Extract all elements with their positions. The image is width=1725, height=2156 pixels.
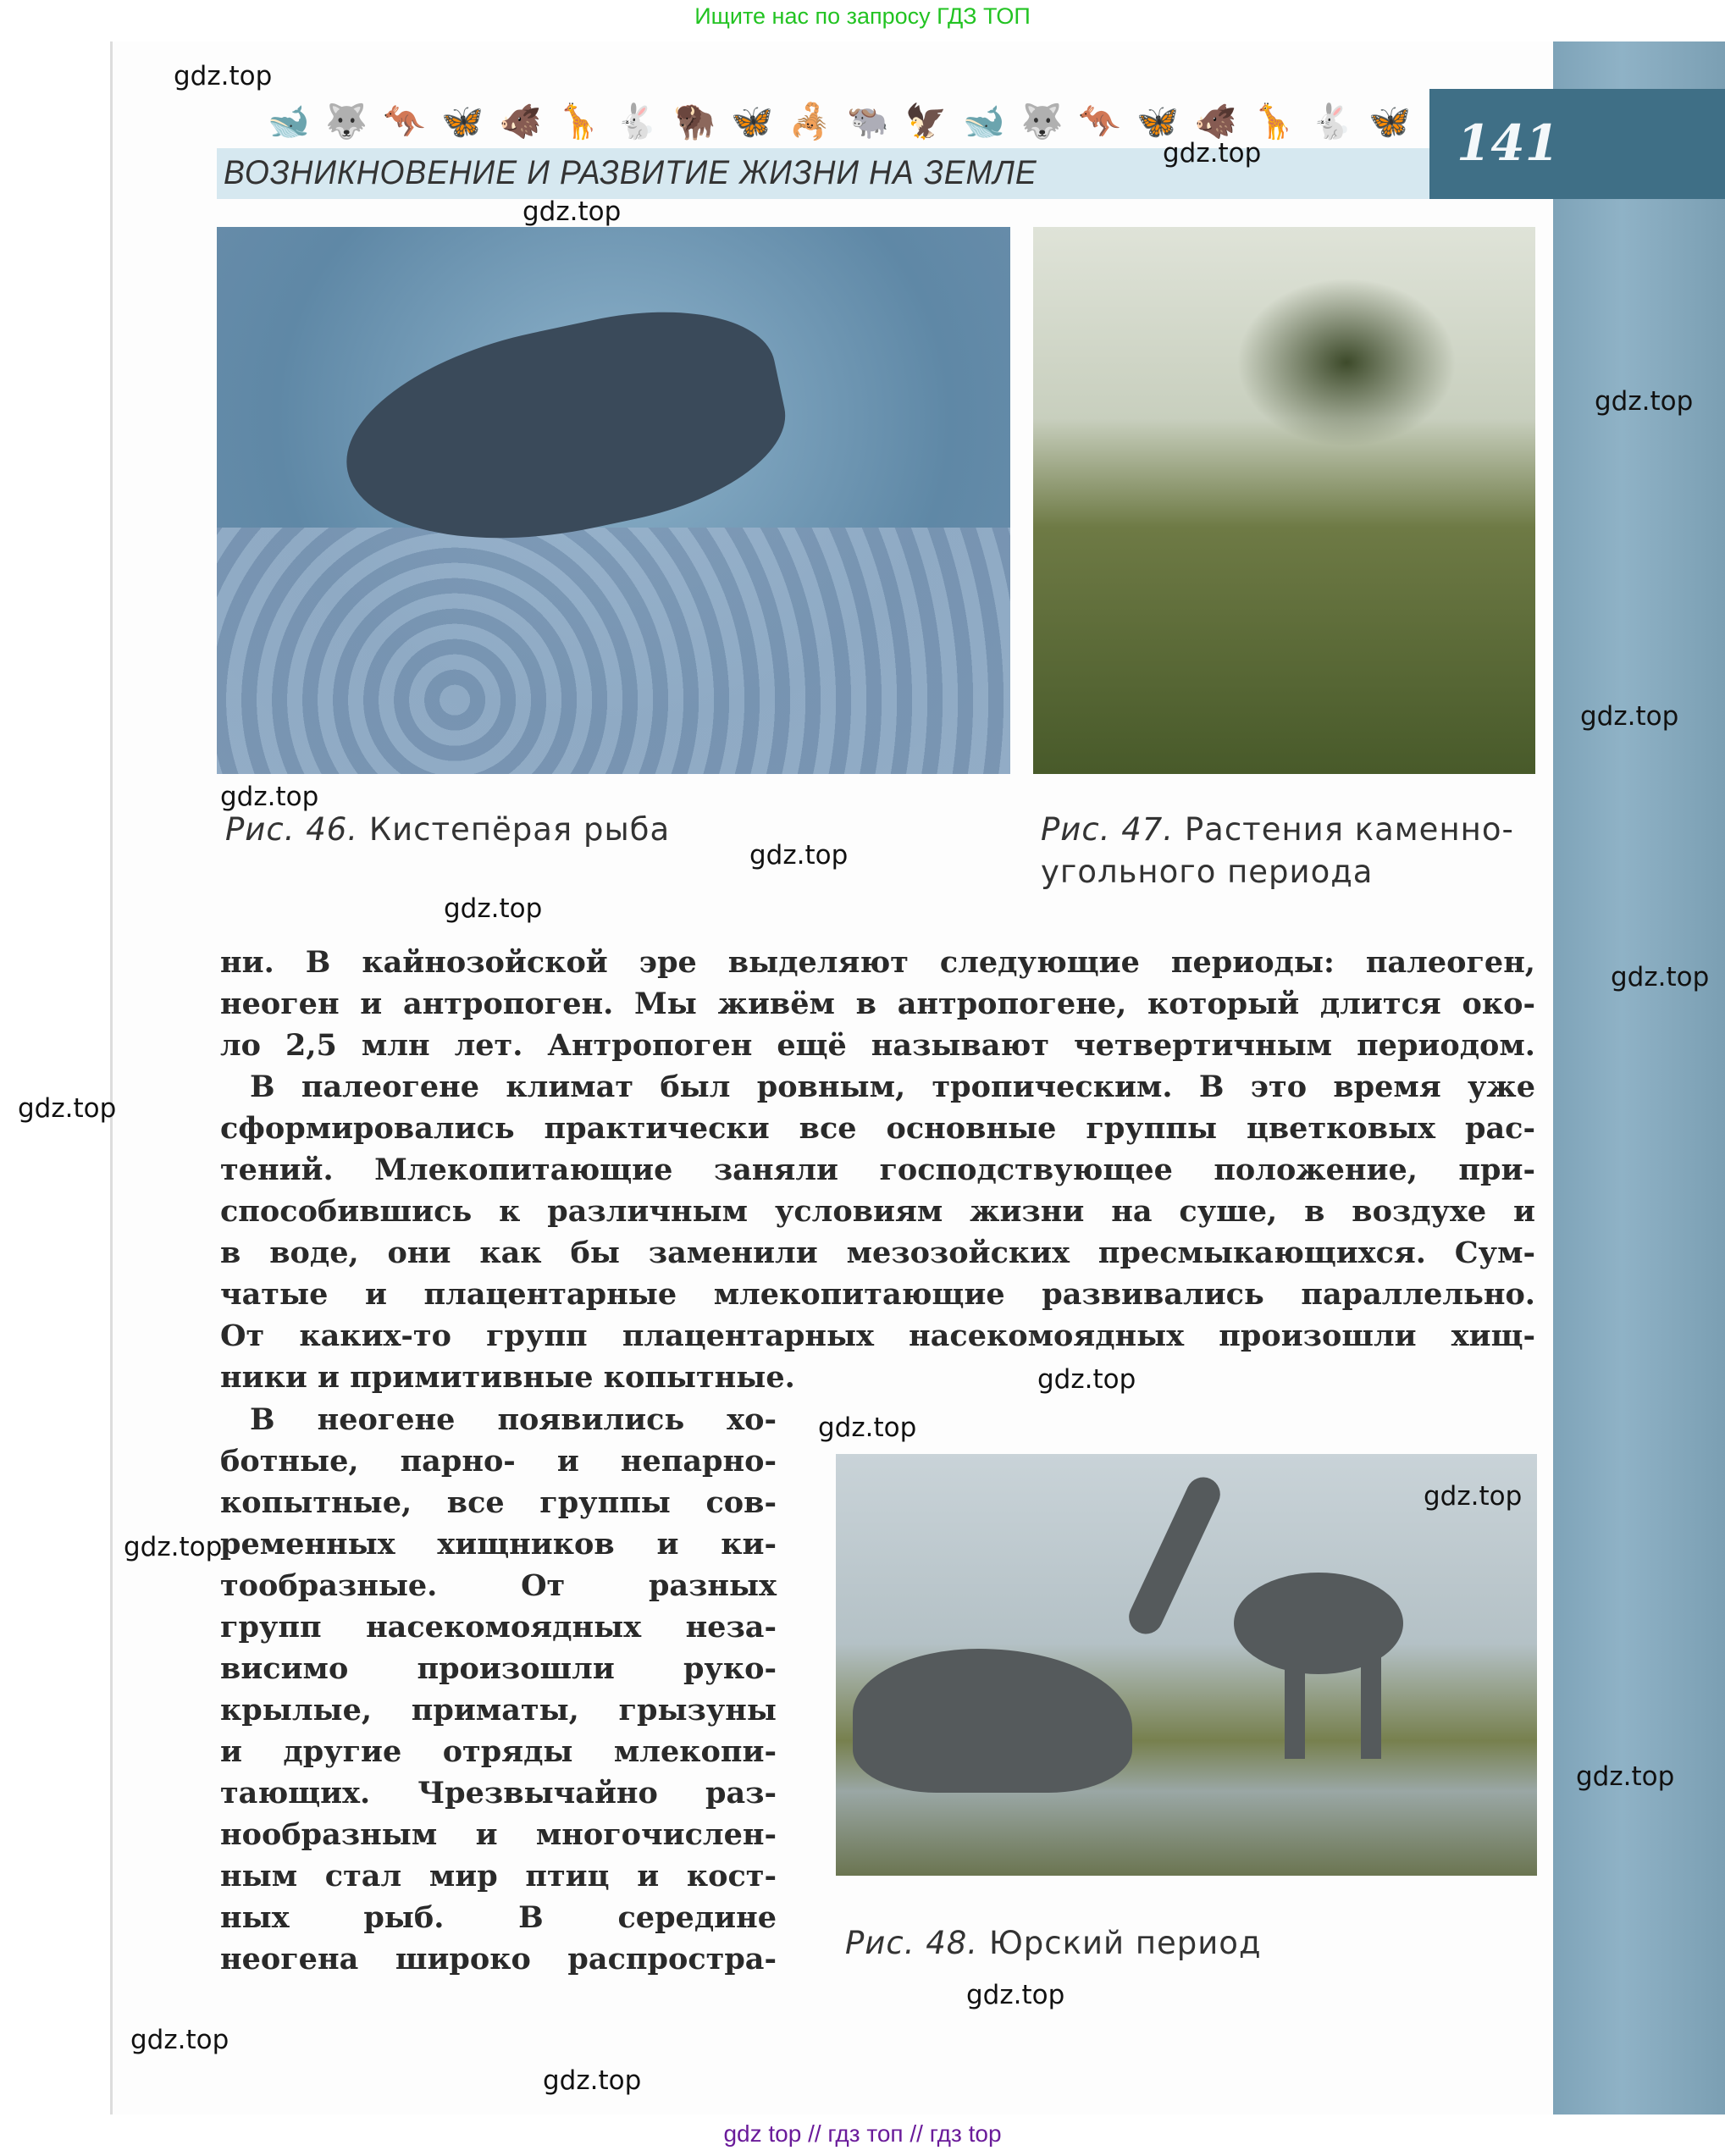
text-line: нообразным и многочислен- (220, 1817, 777, 1852)
text-line: ни. В кайнозойской эре выделяют следующие периоды: палеоген, (220, 945, 1535, 980)
watermark: gdz.top (1037, 1364, 1136, 1395)
page-number: 141 (1457, 114, 1560, 172)
text-line: ботные, парно- и непарно- (220, 1444, 777, 1479)
text-line: и другие отряды млекопи- (220, 1734, 777, 1769)
animal-silhouettes-decoration: 🐋 🐺 🦘 🦋 🐗 🦒 🐇 🦬 🦋 🦂 🐃 🦅 🐋 🐺 🦘 🦋 🐗 🦒 🐇 🦋 (268, 102, 1411, 141)
chapter-title: ВОЗНИКНОВЕНИЕ И РАЗВИТИЕ ЖИЗНИ НА ЗЕМЛЕ (224, 154, 1037, 191)
figure-47-caption-line2: угольного периода (1041, 854, 1374, 890)
watermark: gdz.top (444, 893, 543, 924)
text-line: в воде, они как бы заменили мезозойских пресмыкающихся. Сум- (220, 1236, 1535, 1270)
figure-48-caption: Рис. 48. Юрский период (845, 1925, 1262, 1961)
watermark: gdz.top (818, 1412, 917, 1443)
text-line: ники и примитивные копытные. (220, 1360, 795, 1395)
watermark: gdz.top (130, 2025, 229, 2055)
text-line: В палеогене климат был ровным, тропическим. В это время уже (250, 1070, 1535, 1104)
body-text-wide (220, 942, 1535, 1398)
watermark: gdz.top (966, 1980, 1065, 2010)
footer-links[interactable]: gdz top // гдз топ // гдз top (723, 2120, 1002, 2147)
text-line: неогена широко распростра- (220, 1942, 777, 1976)
text-line: способившись к различным условиям жизни на суше, в воздухе и (220, 1194, 1535, 1229)
watermark: gdz.top (1576, 1761, 1675, 1792)
body-text-narrow (220, 1399, 777, 1980)
watermark: gdz.top (522, 196, 622, 227)
text-line: ло 2,5 млн лет. Антропоген ещё называют четвертичным периодом. (220, 1028, 1535, 1063)
text-line: чатые и плацентарные млекопитающие развивались параллельно. (220, 1277, 1535, 1312)
text-line: От каких-то групп плацентарных насекомоядных произошли хищ- (220, 1318, 1535, 1353)
text-line: висимо произошли руко- (220, 1651, 777, 1686)
text-line: тообразные. От разных (220, 1568, 777, 1603)
figure-46-caption: Рис. 46. Кистепёрая рыба (225, 811, 671, 848)
text-line: групп насекомоядных неза- (220, 1610, 777, 1645)
watermark: gdz.top (174, 61, 273, 91)
text-line: копытные, все группы сов- (220, 1485, 777, 1520)
figure-46-coelacanth-photo (217, 227, 1010, 774)
text-line: ных рыб. В середине (220, 1900, 777, 1935)
page-edge-band (1553, 41, 1725, 2115)
watermark: gdz.top (749, 840, 849, 871)
watermark: gdz.top (220, 782, 319, 812)
text-line: тений. Млекопитающие заняли господствующее положение, при- (220, 1153, 1535, 1187)
text-line: ным стал мир птиц и кост- (220, 1859, 777, 1893)
text-line: ременных хищников и ки- (220, 1527, 777, 1562)
text-line: тающих. Чрезвычайно раз- (220, 1776, 777, 1810)
watermark: gdz.top (1580, 701, 1679, 732)
search-banner: Ищите нас по запросу ГДЗ ТОП (694, 3, 1031, 29)
watermark: gdz.top (1163, 138, 1262, 169)
watermark: gdz.top (1611, 962, 1710, 992)
text-line: сформировались практически все основные группы цветковых рас- (220, 1111, 1535, 1146)
text-line: неоген и антропоген. Мы живём в антропогене, который длится око- (220, 987, 1535, 1021)
text-line: В неогене появились хо- (250, 1402, 777, 1437)
watermark: gdz.top (18, 1093, 117, 1124)
text-line: крылые, приматы, грызуны (220, 1693, 777, 1728)
watermark: gdz.top (124, 1532, 223, 1562)
figure-47-carboniferous-plants-photo (1033, 227, 1535, 774)
watermark: gdz.top (543, 2065, 642, 2096)
figure-47-caption: Рис. 47. Растения каменно- (1041, 811, 1514, 848)
watermark: gdz.top (1424, 1481, 1523, 1512)
watermark: gdz.top (1595, 386, 1694, 417)
figure-48-jurassic-photo (836, 1454, 1537, 1876)
